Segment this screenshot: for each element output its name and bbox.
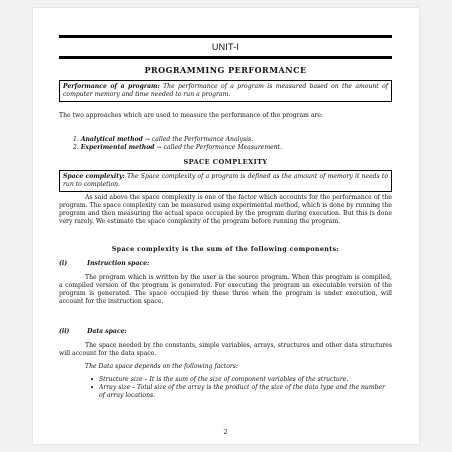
approach-list: [73, 136, 392, 152]
definition-term: Performance of a program:: [63, 83, 160, 90]
list-item: • Structure size – It is the sum of the size of component variables of the structure.: [85, 376, 392, 384]
approach-name: Analytical method: [80, 136, 143, 143]
approach-name: Experimental method: [80, 144, 155, 151]
components-heading: Space complexity is the sum of the following components:: [111, 246, 340, 253]
page-content: [59, 8, 392, 444]
paragraph-space-complexity: As said above the space complexity is one of the factor which accounts for the performance of the program. The space complexity can be measured using experimental method, which is done by running the program and then measuring the actual space occupied by the program during execution. But this is done very rarely. We estimate the space complexity of the program before running the program.: [59, 194, 392, 225]
definition-box-space: [59, 170, 392, 192]
definition-term: Space complexity:: [63, 173, 125, 180]
bullet-icon: •: [89, 376, 95, 384]
component-heading-instruction: (i) Instruction space:: [59, 260, 150, 267]
list-item: 2. Experimental method → called the Performance Measurement.: [73, 144, 283, 151]
bullet-icon: •: [89, 384, 95, 392]
unit-header: [59, 35, 392, 59]
list-item: 1. Analytical method → called the Performance Analysis.: [73, 136, 254, 143]
page-number: 2: [223, 428, 228, 436]
definition-box-performance: [59, 80, 392, 102]
intro-paragraph: The two approaches which are used to measure the performance of the program are:: [59, 112, 324, 119]
arrow-icon: →: [144, 136, 150, 143]
definition-text: The Space complexity of a program is defined as the amount of memory it needs to run to completion.: [63, 173, 389, 188]
page-title: PROGRAMMING PERFORMANCE: [144, 65, 307, 75]
paragraph-instruction-space: The program which is written by the user is the source program. When this program is compiled, a compiled version of the program is generated. For executing the program an executable version of the program is generated. The space occupied by these three when the program is under execution, will account for the instruction space.: [59, 274, 392, 305]
factors-intro: The Data space depends on the following factors:: [85, 363, 238, 370]
paragraph-data-space: The space needed by the constants, simple variables, arrays, structures and other data structures will account for the data space.: [59, 342, 392, 357]
section-heading: SPACE COMPLEXITY: [183, 158, 268, 166]
document-page: [33, 8, 419, 444]
component-heading-data: (ii) Data space:: [59, 328, 127, 335]
arrow-icon: →: [156, 144, 162, 151]
unit-label: UNIT-I: [211, 42, 240, 52]
list-item: • Array size – Total size of the array is the product of the size of the data type and the number of array locations.: [85, 384, 392, 400]
definition-text: The performance of a program is measured based on the amount of computer memory and time needed to run a program.: [63, 83, 389, 98]
factor-list: [85, 376, 392, 400]
